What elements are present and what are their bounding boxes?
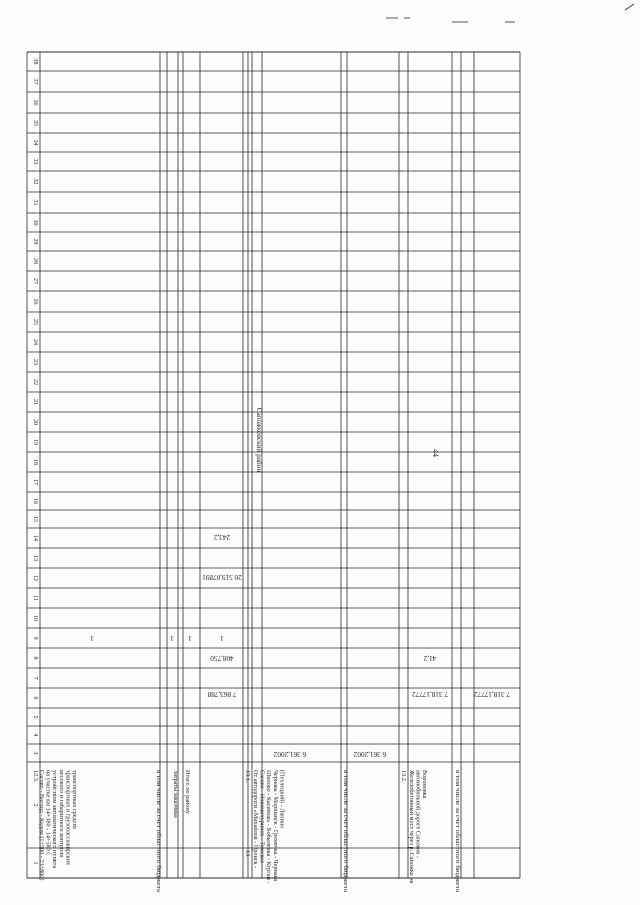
value-12-3-col9: 1 [90, 634, 94, 642]
total-col9: 1 [220, 634, 224, 642]
column-header-16: 16 [32, 498, 38, 504]
column-header-27: 27 [32, 278, 38, 284]
column-header-22: 22 [32, 379, 38, 385]
column-header-10: 10 [32, 615, 38, 621]
column-header-25: 25 [32, 319, 38, 325]
column-header-15: 15 [32, 516, 38, 522]
column-header-7: 7 [32, 676, 38, 680]
column-header-38: 38 [32, 58, 38, 65]
row-district-total: Итого по району [184, 770, 191, 814]
row-number-13-2: 13.2. [400, 770, 407, 783]
column-header-36: 36 [32, 99, 38, 106]
value-13-1-col3: 6 361,2002 [273, 750, 307, 758]
scan-marks [386, 4, 634, 22]
column-header-24: 24 [32, 339, 38, 345]
row-desc-13-1: От автодороги «Михайлов - Пронск -Сасово - Новомичуринск - Тумское -Шилово - Касимов» - Бобылевка - Курган -Чернава - Моршанск - Гремячка - Чернава(Пехлецкий) - Лапино [252, 770, 286, 884]
value-13-1-budget-col3: 6 361,2002 [353, 750, 387, 758]
column-header-30: 30 [32, 219, 38, 226]
row-customer-costs: Затраты заказчика [172, 770, 179, 818]
row-number-12-3: 12.3. [32, 770, 39, 783]
row-desc-12-3: Сасово - Восход - Кадом (1+500 - 23+800)на участке км 14+380 - 14+580 сустройством автоматического пунктавесового и габаритного контролятранспортных и грузопассажирскихтранспортных средств [38, 770, 78, 881]
column-header-17: 17 [32, 479, 38, 485]
column-header-18: 18 [32, 459, 38, 465]
column-header-23: 23 [32, 359, 38, 365]
total-col8: 408,750 [210, 654, 234, 662]
column-header-28: 28 [32, 258, 38, 264]
column-header-11: 11 [32, 595, 38, 601]
column-header-9: 9 [32, 636, 38, 640]
row-number-13: 13. [244, 850, 251, 858]
page-number: 44 [431, 449, 440, 457]
row-desc-13-2: Железобетонный мост через р. Сапожка наавтомобильной дороге Сапожок -Вороновка [408, 770, 429, 884]
row-budget-13-2: в том числе за счет областного бюджета [454, 770, 461, 876]
column-header-14: 14 [32, 535, 38, 541]
column-header-21: 21 [32, 399, 38, 405]
value-13-2-col6: 7 318,17772 [412, 690, 448, 698]
column-header-37: 37 [32, 78, 38, 85]
column-header-8: 8 [32, 656, 38, 660]
value-12-3-budget-col9: 1 [170, 634, 174, 642]
column-header-13: 13 [32, 555, 38, 561]
column-header-1: 1 [32, 861, 38, 865]
value-13-2-col8: 41,2 [423, 654, 437, 662]
column-header-32: 32 [32, 178, 38, 185]
total-col6: 7 863,788 [207, 690, 237, 698]
value-13-2-budget-col6: 7 318,17772 [474, 690, 510, 698]
column-header-26: 26 [32, 298, 38, 305]
column-header-5: 5 [32, 715, 38, 719]
row-budget-12-3: в том числе за счет областного бюджета [155, 770, 162, 876]
row-budget-13-1: в том числе за счет областного бюджета [342, 770, 349, 876]
column-header-29: 29 [32, 238, 38, 245]
column-header-35: 35 [32, 120, 38, 126]
column-header-12: 12 [32, 575, 38, 581]
district-name: Сапожковский район [255, 407, 263, 473]
total-col12: 20 519,07891 [202, 573, 242, 581]
column-header-4: 4 [32, 733, 38, 737]
column-header-6: 6 [32, 696, 38, 700]
column-header-31: 31 [32, 199, 38, 206]
value-customer-col9: 1 [188, 634, 192, 642]
table-grid [27, 52, 520, 881]
column-headers [32, 59, 38, 865]
column-header-3: 3 [32, 751, 38, 755]
column-header-20: 20 [32, 419, 38, 425]
column-header-34: 34 [32, 139, 38, 146]
column-header-33: 33 [32, 158, 38, 165]
row-number-13-1: 13.1. [244, 770, 251, 783]
column-header-19: 19 [32, 439, 38, 445]
column-header-2: 2 [32, 803, 38, 807]
total-col14: 243,2 [213, 533, 231, 541]
